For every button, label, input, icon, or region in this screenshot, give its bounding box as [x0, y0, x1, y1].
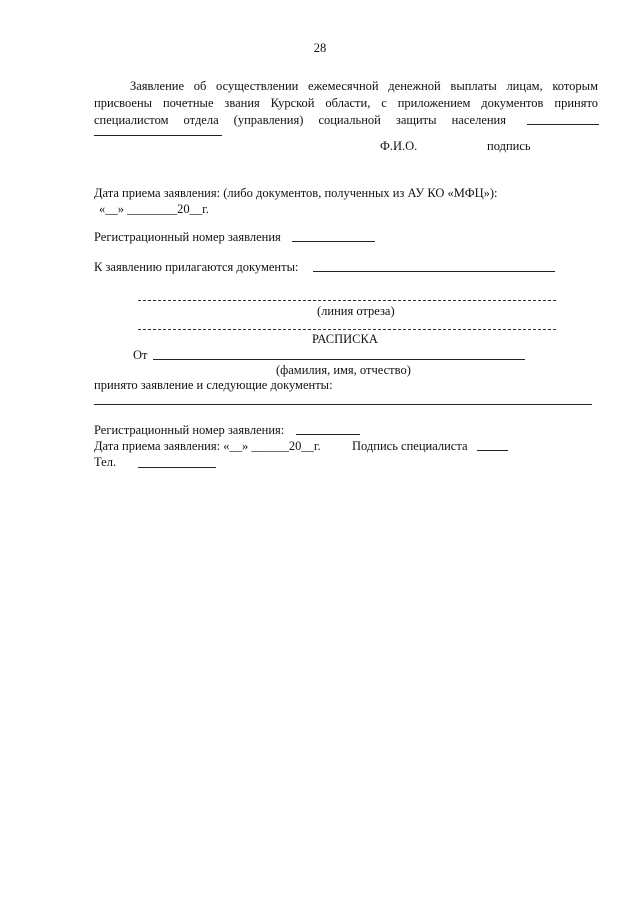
- phone-label: Тел.: [94, 455, 117, 469]
- specialist-signature-label: Подпись специалиста: [352, 439, 468, 453]
- registration-number-blank: [292, 241, 375, 242]
- specialist-continuation-line: [94, 135, 222, 136]
- receipt-from-blank: [153, 359, 525, 360]
- cut-line-top: [138, 300, 556, 301]
- receipt-accepted-label: принято заявление и следующие документы:: [94, 378, 333, 392]
- application-note-line-1: Заявление об осуществлении ежемесячной денежной выплаты лицам, которым: [130, 79, 598, 93]
- application-note-line-2: присвоены почетные звания Курской области, с приложением документов принято: [94, 96, 598, 110]
- receipt-documents-blank: [94, 404, 592, 405]
- receipt-from-label: От: [133, 348, 148, 362]
- specialist-signature-blank: [477, 450, 508, 451]
- receipt-name-hint: (фамилия, имя, отчество): [276, 363, 411, 377]
- attached-documents-blank: [313, 271, 555, 272]
- receipt-date-label: Дата приема заявления: (либо документов, полученных из АУ КО «МФЦ»):: [94, 186, 498, 200]
- registration-number-label: Регистрационный номер заявления: [94, 230, 281, 244]
- cut-line-bottom: [138, 329, 556, 330]
- page-number: 28: [313, 41, 327, 55]
- receipt-date-line: Дата приема заявления: «__» ______20__г.: [94, 439, 321, 453]
- cut-line-label: (линия отреза): [317, 304, 395, 318]
- specialist-blank-line: [527, 124, 599, 125]
- attached-documents-label: К заявлению прилагаются документы:: [94, 260, 299, 274]
- application-note-line-3: специалистом отдела (управления) социальной защиты населения: [94, 113, 506, 127]
- receipt-reg-number-blank: [296, 434, 360, 435]
- fio-label: Ф.И.О.: [380, 139, 418, 153]
- phone-blank: [138, 467, 216, 468]
- receipt-title: РАСПИСКА: [312, 332, 378, 346]
- receipt-date-template: «__» ________20__г.: [99, 202, 209, 216]
- signature-label: подпись: [487, 139, 531, 153]
- receipt-reg-number-label: Регистрационный номер заявления:: [94, 423, 285, 437]
